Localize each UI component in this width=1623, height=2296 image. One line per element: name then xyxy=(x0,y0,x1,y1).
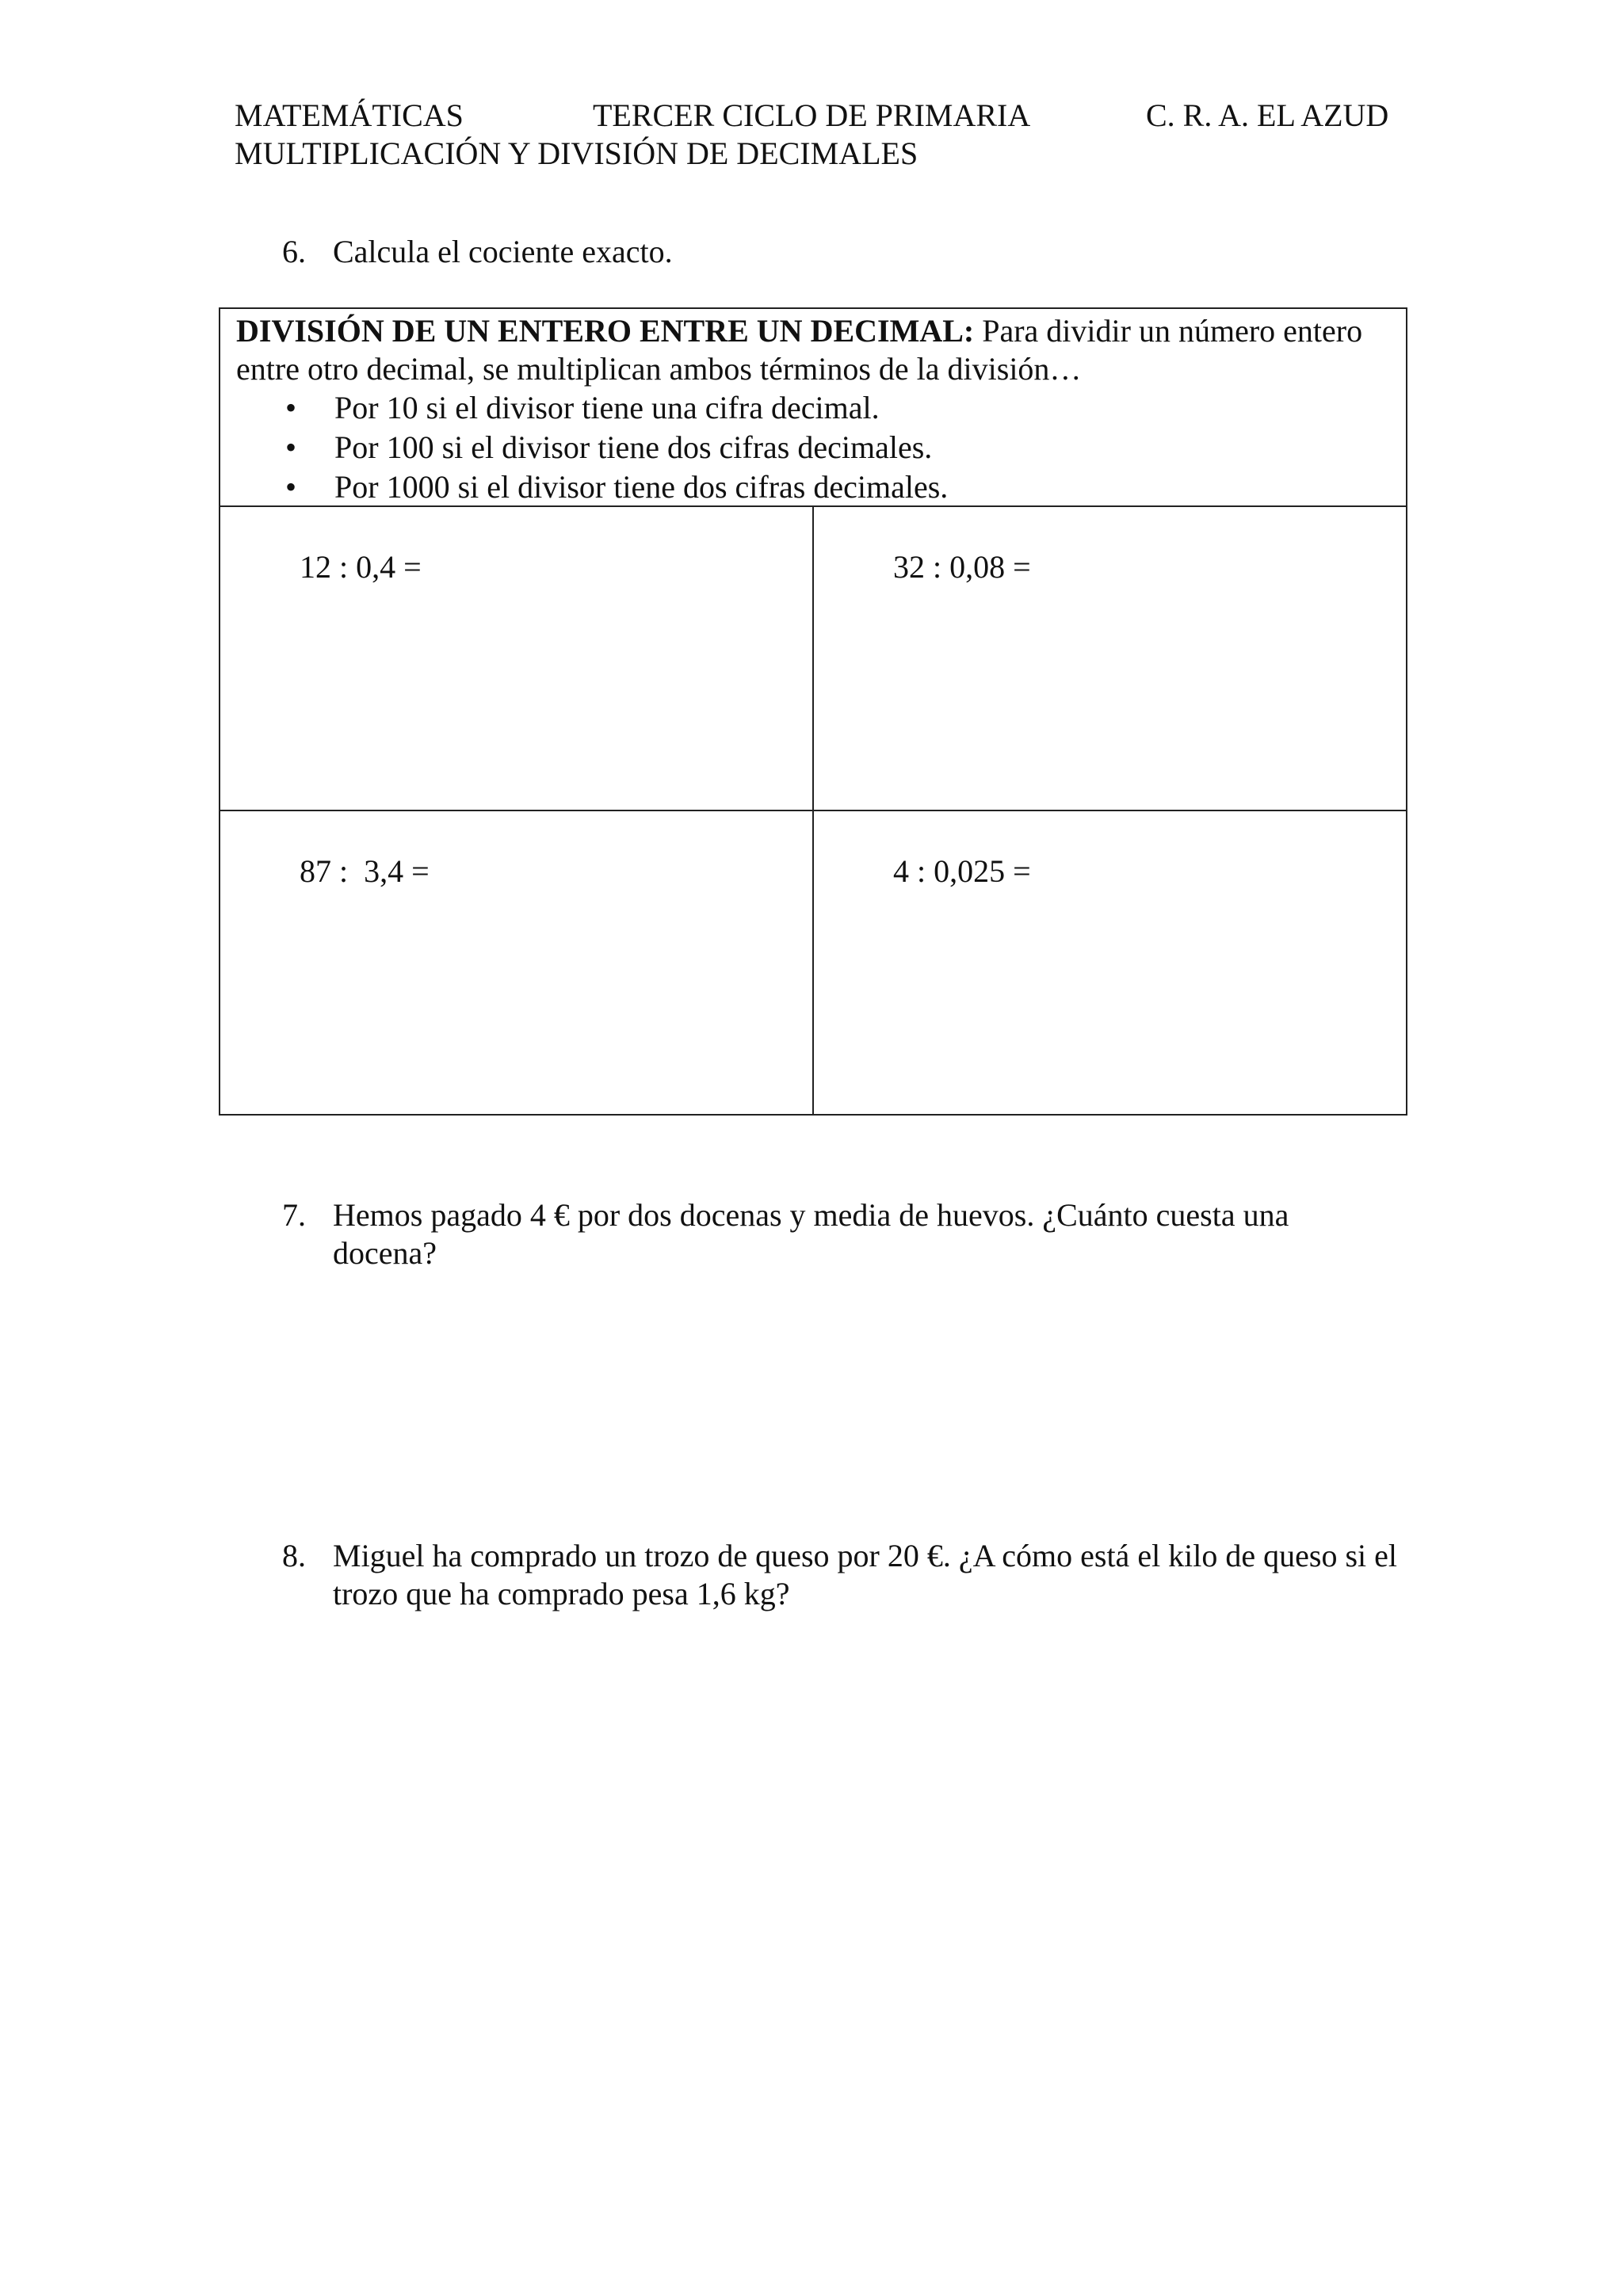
rule-bullet-item xyxy=(236,428,1390,467)
bullet-icon: • xyxy=(285,429,297,465)
exercise-box xyxy=(219,307,1407,1116)
question-8-text: Miguel ha comprado un trozo de queso por 20 €. ¿A cómo está el kilo de queso si el trozo que ha comprado pesa 1,6 kg? xyxy=(333,1538,1398,1611)
exercise-cell-4[interactable] xyxy=(814,811,1406,1114)
rule-bullet-text: Por 1000 si el divisor tiene dos cifras decimales. xyxy=(334,469,949,505)
bullet-icon: • xyxy=(285,469,297,505)
question-8-number: 8. xyxy=(282,1538,306,1573)
question-7-number: 7. xyxy=(282,1197,306,1233)
question-6-text: Calcula el cociente exacto. xyxy=(333,234,673,269)
rule-bullet-text: Por 10 si el divisor tiene una cifra decimal. xyxy=(334,390,880,425)
exercise-grid xyxy=(220,507,1406,1114)
exercise-cell-1[interactable] xyxy=(220,507,814,811)
rule-bullet-item xyxy=(236,467,1390,507)
question-6 xyxy=(235,233,1400,271)
header-cycle: TERCER CICLO DE PRIMARIA xyxy=(593,97,1031,133)
exercise-cell-3[interactable] xyxy=(220,811,814,1114)
rule-text: Para dividir un número entero entre otro decimal, se multiplican ambos términos de la división… xyxy=(236,313,1363,387)
header-school: C. R. A. EL AZUD xyxy=(1146,97,1389,133)
question-8 xyxy=(235,1537,1400,1613)
header-topic: MULTIPLICACIÓN Y DIVISIÓN DE DECIMALES xyxy=(235,135,918,171)
rule-bullet-text: Por 100 si el divisor tiene dos cifras decimales. xyxy=(334,429,933,465)
exercise-prompt: 87 : 3,4 = xyxy=(300,853,430,889)
header-subject: MATEMÁTICAS xyxy=(235,97,464,133)
question-7 xyxy=(235,1196,1400,1272)
exercise-prompt: 32 : 0,08 = xyxy=(893,549,1031,585)
rule-title: DIVISIÓN DE UN ENTERO ENTRE UN DECIMAL: xyxy=(236,313,975,349)
rule-bullet-item xyxy=(236,388,1390,428)
exercise-prompt: 4 : 0,025 = xyxy=(893,853,1031,889)
exercise-cell-2[interactable] xyxy=(814,507,1406,811)
exercise-prompt: 12 : 0,4 = xyxy=(300,549,422,585)
rule-explanation xyxy=(220,309,1406,507)
rule-bullet-list xyxy=(236,388,1390,507)
question-7-text: Hemos pagado 4 € por dos docenas y media de huevos. ¿Cuánto cuesta una docena? xyxy=(333,1197,1289,1271)
question-6-number: 6. xyxy=(282,234,306,269)
bullet-icon: • xyxy=(285,390,297,425)
